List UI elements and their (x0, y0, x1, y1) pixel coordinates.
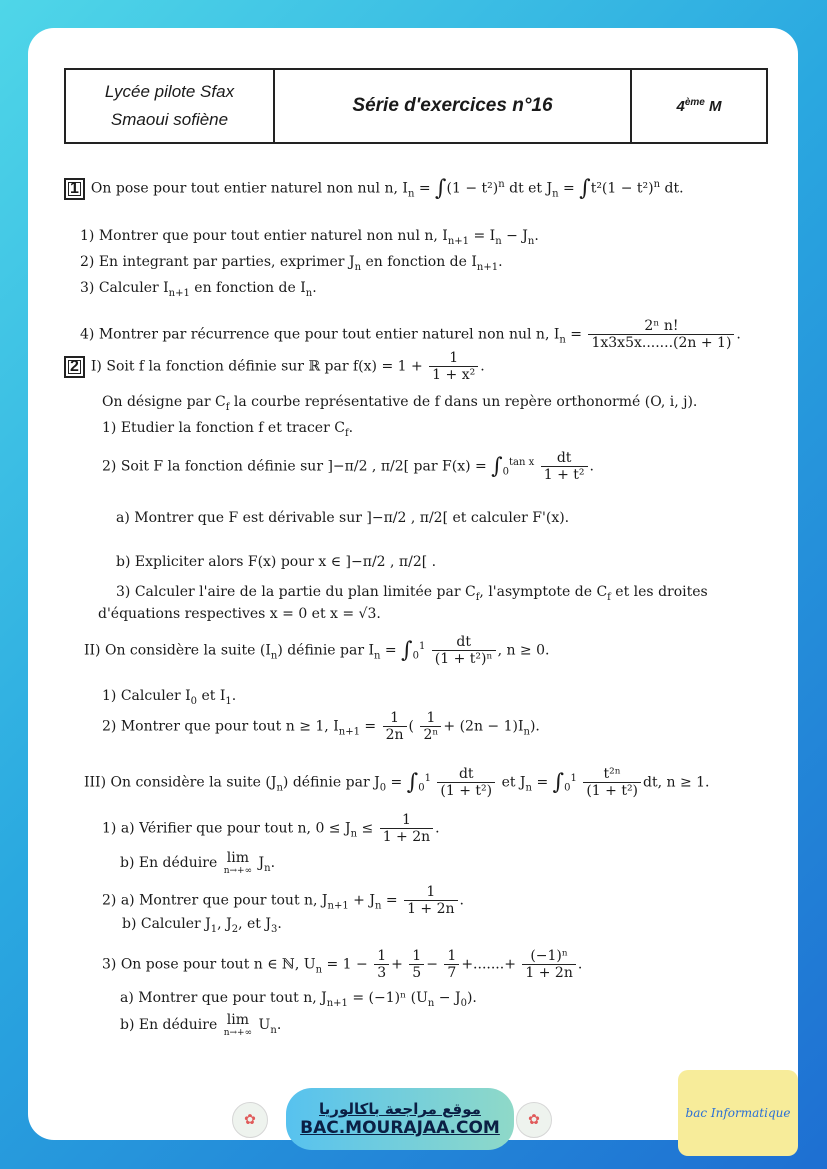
ex2-iii2a: 2) a) Montrer que pour tout n, $J_{n+1} + J_n$ = $\frac{1}{1 + 2n}$ . (102, 884, 464, 917)
teacher-name: Smaoui sofiène (110, 110, 229, 129)
ex2-q2b: b) Expliciter alors F(x) pour x ∈ ]−π/2 , π/2[ . (116, 554, 437, 570)
ex2-part3: III) On considère la suite $(J_n)$ définie par $J_0 = \int_0^1$ $\frac{dt}{\text{(1 + t²)}}$ et $J_n = \int_0^1$ $\frac{\text{t²ⁿ}}{\text{(1 + t²)}}$ dt, n ≥ 1. (84, 766, 710, 799)
ex2-iii1a: 1) a) Vérifier que pour tout n, $0 \le J_n$ ≤ $\frac{1}{1 + 2n}$ . (102, 812, 440, 845)
site-logo-icon-right: ✿ (516, 1102, 552, 1138)
school-name: Lycée pilote Sfax (104, 82, 235, 101)
header-school-cell (66, 70, 275, 142)
ex1-q4: 4) Montrer par récurrence que pour tout entier naturel non nul n, $I_n$ = $\frac{\text{2ⁿ n!}}{1x3x5x.......(2n + 1)}$ . (80, 318, 741, 351)
ex2-iii3b: b) En déduire lim n→+∞ $U_n$. (120, 1012, 282, 1038)
document-page (28, 28, 798, 1140)
ex1-q4-fraction: $\frac{\text{2ⁿ n!}}{1x3x5x.......(2n + 1)}$ (588, 318, 734, 351)
ex1-q3: 3) Calculer $I_{n+1}$ en fonction de $I_n$. (80, 280, 317, 299)
class-level: 4ème M (676, 97, 722, 115)
ex2-iii1b: b) En déduire lim n→+∞ $J_n$. (120, 850, 276, 876)
ex2-ii2: 2) Montrer que pour tout n ≥ 1, $I_{n+1}$ = $\frac{1}{2n}$ ( $\frac{1}{\text{2ⁿ}}$ + $(2n - 1)I_n$). (102, 710, 540, 743)
ex2-number-badge: 2 (64, 356, 85, 378)
ex2-q2: 2) Soit F la fonction définie sur ]−π/2 , π/2[ par $F(x) = \int_0^{tan x}$ $\frac{dt}{\text{1 + t²}}$ . (102, 450, 594, 483)
footer-site-banner[interactable] (286, 1088, 514, 1150)
header-title-cell (275, 70, 632, 142)
ex1-q2: 2) En integrant par parties, exprimer $J_n$ en fonction de $I_{n+1}$. (80, 254, 503, 273)
ex2-ii1: 1) Calculer $I_0$ et $I_1$. (102, 688, 237, 707)
header-table (64, 68, 768, 144)
ex2-q1: 1) Etudier la fonction f et tracer $C_f$. (102, 420, 354, 439)
ex1-number-badge: 1 (64, 178, 85, 200)
header-level-cell (632, 70, 766, 142)
ex2-part2: II) On considère la suite $(I_n)$ définie par $I_n = \int_0^1$ $\frac{dt}{\text{(1 + t²)ⁿ}}$ , n ≥ 0. (84, 634, 550, 667)
ex2-iii2b: b) Calculer $J_1$, $J_2$, et $J_3$. (122, 916, 282, 935)
ex2-intro: 2 I) Soit f la fonction définie sur ℝ par f(x) = 1 + $\frac{1}{\text{1 + x²}}$ . (64, 350, 485, 383)
ex2-iii3: 3) On pose pour tout n ∈ ℕ, $U_n = 1$ − $\frac{1}{3}$ + $\frac{1}{5}$ − $\frac{1}{7}$ +.......+ $\frac{\text{(−1)ⁿ}}{1 + 2n}$ . (102, 948, 583, 981)
ex2-p2: On désigne par $C_f$ la courbe représentative de f dans un repère orthonormé (O, i, j). (102, 394, 698, 413)
ex2-iii3a: a) Montrer que pour tout n, $J_{n+1} = (-1)^n$ $(U_n - J_0)$. (120, 990, 477, 1009)
site-logo-icon: ✿ (232, 1102, 268, 1138)
ex2-q3: 3) Calculer l'aire de la partie du plan limitée par $C_f$, l'asymptote de $C_f$ et les droites (116, 584, 708, 603)
ex2-q3-line2: d'équations respectives x = 0 et x = √3. (98, 606, 381, 622)
footer-site-url[interactable]: BAC.MOURAJAA.COM (300, 1118, 500, 1138)
ex1-q1: 1) Montrer que pour tout entier naturel non nul n, $I_{n+1} = I_n - J_n$. (80, 228, 539, 247)
ex1-intro: 1 On pose pour tout entier naturel non nul n, $I_n = \int(1 - t^2)^n$ dt et $J_n = \int t^2(1 - t^2)^n$ dt. (64, 176, 684, 201)
bac-informatique-badge: bac Informatique (678, 1070, 798, 1156)
footer-arabic-title: موقع مراجعة باكالوريا (319, 1100, 481, 1118)
ex2-q2a: a) Montrer que F est dérivable sur ]−π/2 , π/2[ et calculer F'(x). (116, 510, 570, 526)
page-title: Série d'exercices n°16 (352, 95, 553, 116)
